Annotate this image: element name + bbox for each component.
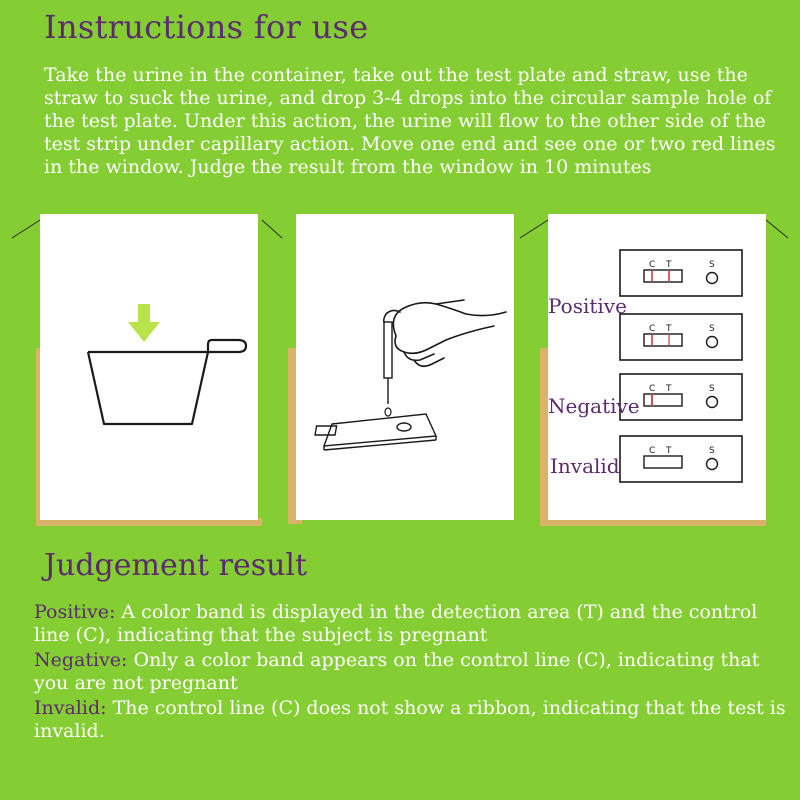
c-label: C (649, 446, 656, 456)
cassette-invalid (620, 436, 742, 482)
cassette-positive-1 (620, 250, 742, 296)
dropper-icon (384, 322, 392, 416)
instructions-text: Take the urine in the container, take out the test plate and straw, use the straw to suck the urine, and drop 3-4 drops into the circular sample hole of the test plate. Under this action, the urine will flow to the other side of the test strip under capillary action. Move one end and see one or two red lines in the window. Judge the result from the window in 10 minutes (44, 64, 776, 178)
cassette-positive-2 (620, 314, 742, 360)
desc-negative: Only a color band appears on the control line (C), indicating that you are not pregnant (34, 649, 760, 694)
label-invalid: Invalid (550, 454, 620, 478)
c-label: C (649, 384, 656, 394)
term-invalid: Invalid: (34, 697, 107, 719)
t-label: T (666, 260, 672, 270)
result-positive (34, 601, 794, 647)
term-positive: Positive: (34, 601, 116, 623)
test-plate-icon (315, 414, 436, 450)
label-positive: Positive (548, 294, 627, 318)
t-label: T (666, 324, 672, 334)
desc-positive: A color band is displayed in the detection area (T) and the control line (C), indicating that the subject is pregnant (34, 601, 758, 646)
c-label: C (649, 324, 656, 334)
cup-icon (88, 340, 246, 424)
s-label: S (709, 384, 715, 394)
cup-illustration (40, 214, 258, 520)
s-label: S (709, 260, 715, 270)
c-label: C (649, 260, 656, 270)
result-negative (34, 649, 794, 695)
instructions-title: Instructions for use (44, 8, 369, 46)
t-label: T (666, 384, 672, 394)
down-arrow-icon (128, 304, 160, 342)
term-negative: Negative: (34, 649, 128, 671)
dropper-illustration (296, 214, 514, 520)
cup-panel (40, 214, 258, 520)
s-label: S (709, 446, 715, 456)
hand-icon (384, 300, 506, 366)
result-invalid (34, 697, 794, 743)
dropper-panel (296, 214, 514, 520)
label-negative: Negative (548, 394, 640, 418)
desc-invalid: The control line (C) does not show a ribbon, indicating that the test is invalid. (34, 697, 786, 742)
judgement-title: Judgement result (44, 548, 308, 583)
t-label: T (666, 446, 672, 456)
s-label: S (709, 324, 715, 334)
